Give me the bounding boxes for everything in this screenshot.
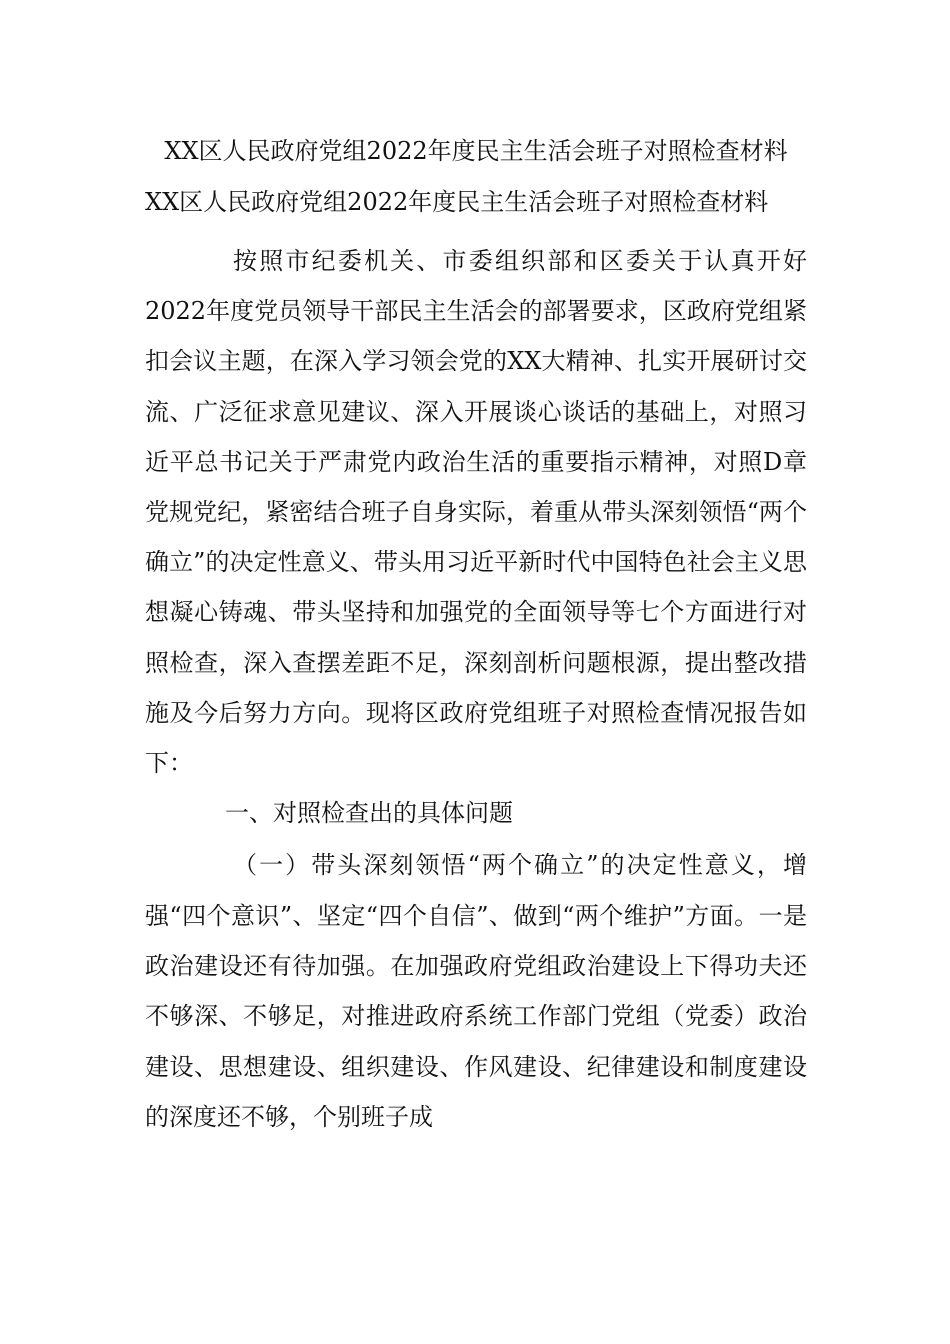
document-title-repeat: XX区人民政府党组2022年度民主生活会班子对照检查材料 xyxy=(145,188,769,216)
subsection-paragraph: （一）带头深刻领悟“两个确立”的决定性意义，增强“四个意识”、坚定“四个自信”、做到“两个维护”方面。一是政治建设还有待加强。在加强政府党组政治建设上下得功夫还不够深、不够足，对推进政府系统工作部门党组（党委）政治建设、思想建设、组织建设、作风建设、纪律建设和制度建设的深度还不够，个别班子成 xyxy=(145,851,807,1132)
section-heading: 一、对照检查出的具体问题 xyxy=(225,799,513,828)
document-body xyxy=(145,128,807,1143)
document-title: XX区人民政府党组2022年度民主生活会班子对照检查材料 xyxy=(164,137,788,165)
intro-paragraph: 按照市纪委机关、市委组织部和区委关于认真开好2022年度党员领导干部民主生活会的部署要求，区政府党组紧扣会议主题，在深入学习领会党的XX大精神、扎实开展研讨交流、广泛征求意见建议、深入开展谈心谈话的基础上，对照习近平总书记关于严肃党内政治生活的重要指示精神，对照D章党规党纪，紧密结合班子自身实际，着重从带头深刻领悟“两个确立”的决定性意义、带头用习近平新时代中国特色社会主义思想凝心铸魂、带头坚持和加强党的全面领导等七个方面进行对照检查，深入查摆差距不足，深刻剖析问题根源，提出整改措施及今后努力方向。现将区政府党组班子对照检查情况报告如下： xyxy=(145,247,807,778)
